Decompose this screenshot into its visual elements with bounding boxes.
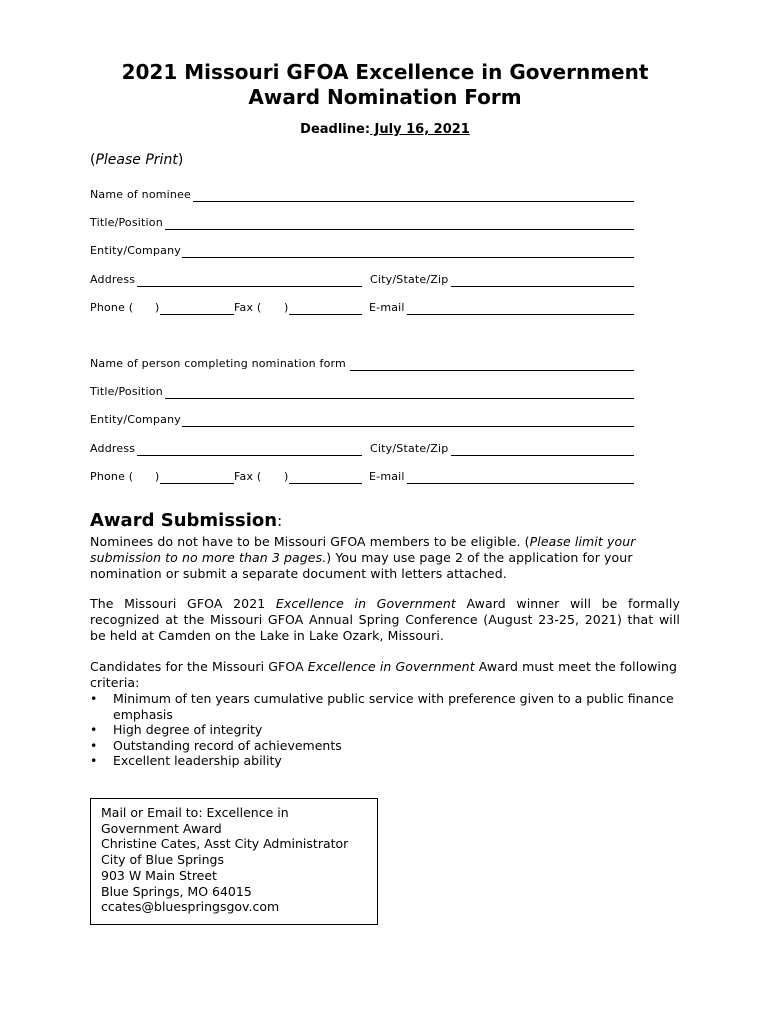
nominee-title-field[interactable]	[165, 229, 634, 230]
completer-entity-field[interactable]	[182, 426, 634, 427]
nominee-title-label: Title/Position	[90, 216, 163, 229]
nominee-phone-label: Phone (	[90, 301, 134, 314]
p2-italic: Excellence in Government	[275, 596, 456, 611]
bullet-icon: •	[90, 737, 98, 753]
print-instruction	[90, 152, 183, 168]
nominee-name-label: Name of nominee	[90, 188, 192, 201]
print-close-paren: )	[177, 152, 184, 168]
list-item	[90, 691, 680, 722]
completer-title-field[interactable]	[165, 398, 634, 399]
completer-city-field[interactable]	[451, 455, 634, 456]
form-title-line-2: Award Nomination Form	[248, 85, 522, 109]
award-heading-colon: :	[277, 512, 283, 530]
criteria-text: Excellent leadership ability	[113, 753, 282, 768]
completer-name-field[interactable]	[350, 370, 634, 371]
nominee-city-field[interactable]	[451, 286, 634, 287]
completer-phone-field[interactable]	[160, 483, 234, 484]
bullet-icon: •	[90, 753, 98, 768]
nominee-phone-row	[90, 299, 634, 315]
mail-line: Government Award	[101, 820, 222, 836]
completer-phone-label: Phone (	[90, 470, 134, 483]
nominee-name-field[interactable]	[193, 201, 634, 202]
nominee-phone-field[interactable]	[160, 314, 234, 315]
deadline-label: Deadline:	[300, 122, 371, 137]
completer-email-field[interactable]	[407, 483, 634, 484]
nominee-email-field[interactable]	[407, 314, 634, 315]
award-paragraph-3	[90, 659, 680, 691]
mail-to-box	[90, 798, 378, 925]
award-paragraph-1	[90, 534, 680, 582]
print-text: Please Print	[95, 152, 178, 168]
nominee-entity-row	[90, 242, 634, 258]
completer-fax-label: Fax (	[234, 470, 262, 483]
mail-email-link[interactable]: ccates@bluespringsgov.com	[101, 899, 280, 915]
nominee-fax-close: )	[284, 301, 289, 314]
nominee-city-label: City/State/Zip	[370, 273, 449, 286]
nominee-entity-label: Entity/Company	[90, 244, 181, 257]
completer-title-label: Title/Position	[90, 385, 163, 398]
criteria-list	[90, 691, 680, 769]
mail-line: Mail or Email to: Excellence in	[101, 805, 289, 820]
nominee-address-row	[90, 271, 634, 287]
p2-text-b: Award winner will be formally recognized at the Missouri GFOA Annual Spring Conference (August 23-25, 2021) that will be held at Camden on the Lake in Lake Ozark, Missouri.	[90, 596, 681, 643]
nominee-entity-field[interactable]	[182, 257, 634, 258]
nominee-name-row	[90, 186, 634, 202]
completer-entity-label: Entity/Company	[90, 413, 181, 426]
completer-city-label: City/State/Zip	[370, 442, 449, 455]
criteria-text: Outstanding record of achievements	[113, 737, 342, 753]
p3-text-a: Candidates for the Missouri GFOA	[90, 659, 308, 674]
bullet-icon: •	[90, 691, 98, 706]
nominee-fax-label: Fax (	[234, 301, 262, 314]
list-item	[90, 722, 680, 738]
mail-line: 903 W Main Street	[101, 867, 217, 883]
criteria-text: High degree of integrity	[113, 722, 263, 737]
completer-title-row	[90, 383, 634, 399]
deadline	[0, 122, 770, 137]
p1-text-b: ) You may use page 2 of the application for your nomination or submit a separate document with letters attached.	[90, 550, 633, 581]
award-paragraph-2	[90, 596, 680, 644]
deadline-date: July 16, 2021	[370, 122, 470, 137]
completer-phone-close: )	[155, 470, 160, 483]
completer-address-label: Address	[90, 442, 136, 455]
completer-name-label: Name of person completing nomination form	[90, 357, 346, 370]
list-item	[90, 738, 680, 754]
criteria-text: Minimum of ten years cumulative public service with preference given to a public finance emphasis	[113, 691, 674, 722]
award-submission-heading	[90, 510, 282, 531]
p3-text-b: Award must meet the following criteria:	[90, 659, 678, 690]
mail-line: Christine Cates, Asst City Administrator	[101, 836, 349, 852]
completer-fax-close: )	[284, 470, 289, 483]
award-heading-text: Award Submission	[90, 510, 278, 531]
nominee-phone-close: )	[155, 301, 160, 314]
nominee-title-row	[90, 214, 634, 230]
completer-phone-row	[90, 468, 634, 484]
completer-entity-row	[90, 411, 634, 427]
mail-line: Blue Springs, MO 64015	[101, 883, 252, 899]
completer-email-label: E-mail	[369, 470, 405, 483]
nominee-email-label: E-mail	[369, 301, 405, 314]
bullet-icon: •	[90, 722, 98, 737]
print-open-paren: (	[90, 152, 96, 168]
p3-italic: Excellence in Government	[307, 659, 475, 674]
mail-line: City of Blue Springs	[101, 852, 224, 868]
nominee-fax-field[interactable]	[289, 314, 362, 315]
completer-address-row	[90, 440, 634, 456]
nominee-address-label: Address	[90, 273, 136, 286]
form-title-line-1: 2021 Missouri GFOA Excellence in Government	[121, 60, 649, 84]
completer-name-row	[90, 355, 634, 371]
completer-address-field[interactable]	[137, 455, 362, 456]
p1-text-a: Nominees do not have to be Missouri GFOA members to be eligible. (	[90, 534, 530, 549]
nominee-address-field[interactable]	[137, 286, 362, 287]
completer-fax-field[interactable]	[289, 483, 362, 484]
p2-text-a: The Missouri GFOA 2021	[90, 596, 276, 611]
list-item	[90, 753, 680, 769]
p1-italic: Please limit your submission to no more than 3 pages.	[90, 534, 636, 565]
